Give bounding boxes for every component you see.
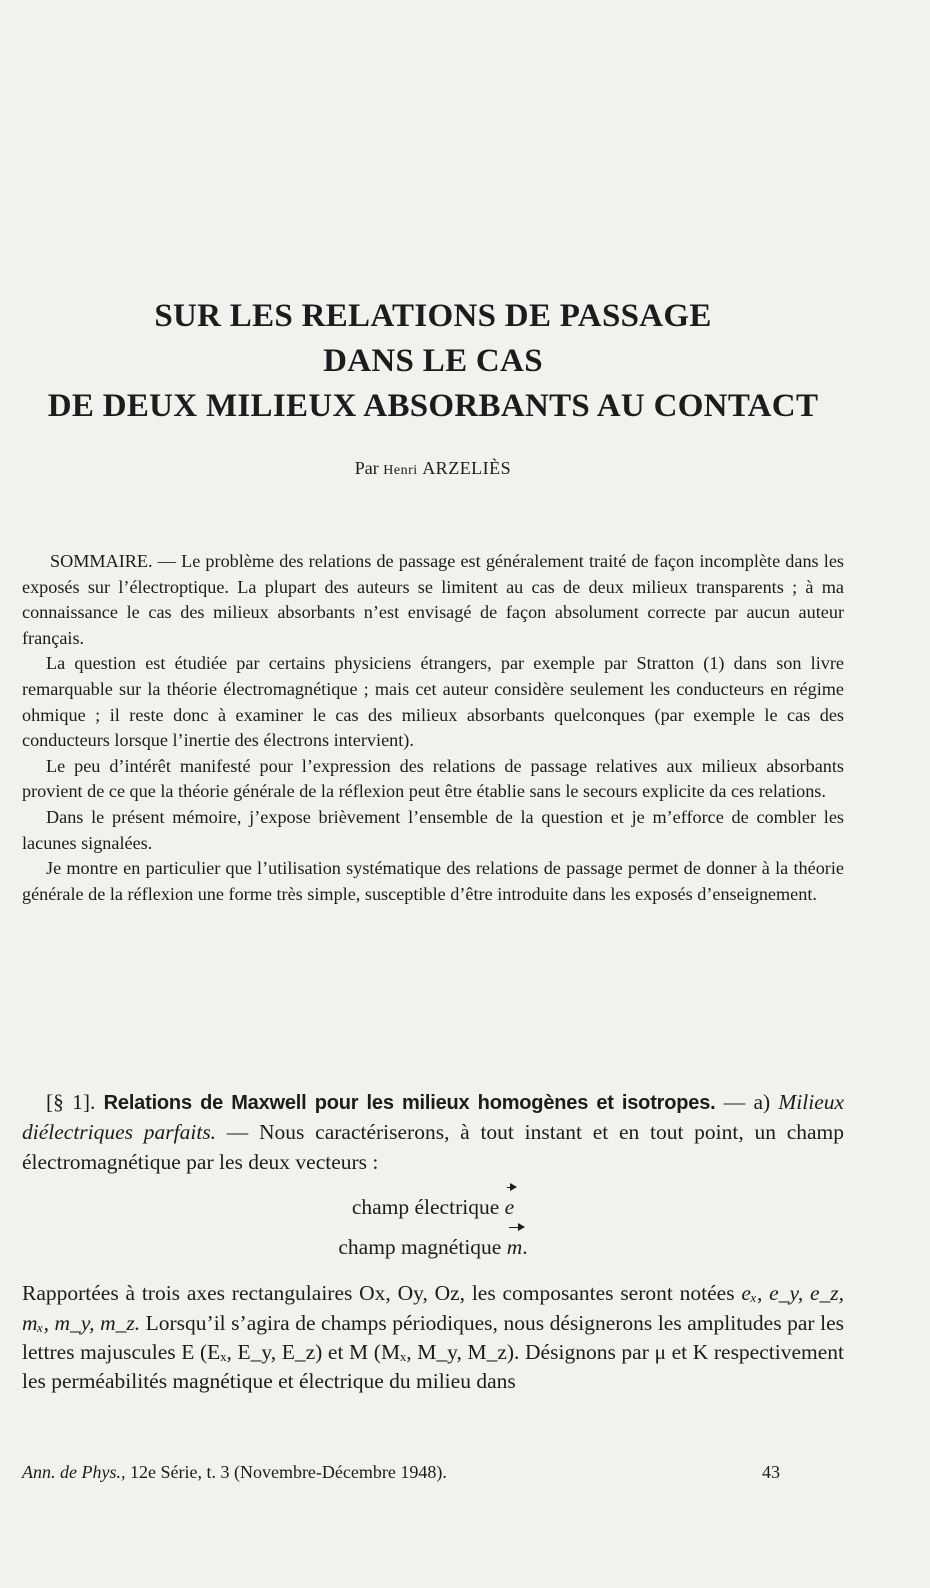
author-first-name: Henri (383, 463, 418, 478)
vector-m-symbol: m (507, 1227, 523, 1262)
page (22, 0, 844, 1588)
page-number: 43 (762, 1462, 780, 1482)
section-heading: Relations de Maxwell pour les milieux homogènes et isotropes. (103, 1092, 716, 1114)
abstract-paragraph-3: Le peu d’intérêt manifesté pour l’expression des relations de passage relatives aux milieux absorbants provient de ce que la théorie générale de la réflexion peut être établie sans le secours explicite da ces relations. (22, 755, 844, 802)
amplitudes-text: Lorsqu’il s’agira de champs périodiques, nous désignerons les amplitudes par les lettres majuscules E (Eₓ, E_y, E_z) et M (Mₓ, M_y, M_z). Désignons par μ et K respectivement les perméabilités magnétique et électrique du milieu dans (22, 1310, 844, 1394)
abstract-paragraph-4: Dans le présent mémoire, j’expose brièvement l’ensemble de la question et je m’efforce de combler les lacunes signalées. (22, 806, 844, 853)
components-paragraph (22, 1279, 844, 1397)
section-1-paragraph (22, 1088, 844, 1177)
page-footer (22, 1462, 844, 1483)
vector-e-symbol: e (505, 1187, 515, 1222)
equation-magnetic-field (22, 1227, 844, 1267)
components-intro: Rapportées à trois axes rectangulaires Ox, Oy, Oz, les composantes seront notées (22, 1281, 735, 1306)
subsection-prefix: — a) (723, 1090, 779, 1114)
title-line-3: DE DEUX MILIEUX ABSORBANTS AU CONTACT (47, 388, 819, 424)
eq1-label: champ électrique (351, 1195, 500, 1220)
components-e: eₓ, e_y, e_z, (741, 1281, 844, 1306)
abstract-text-1: Le problème des relations de passage est généralement traité de façon incomplète dans les exposés sur l’électroptique. La plupart des auteurs se limitent au cas de deux milieux transparents ; à ma connaissance le cas des milieux absorbants n’est envisagé de façon absolument correcte par aucun auteur français. (22, 551, 844, 648)
byline (22, 458, 844, 479)
eq2-label: champ magnétique (338, 1235, 502, 1260)
subsection-title: Milieux diélectriques parfaits. (22, 1090, 845, 1145)
abstract-paragraph-1 (22, 549, 844, 651)
abstract-paragraph-5: Je montre en particulier que l’utilisation systématique des relations de passage permet de donner à la théorie générale de la réflexion une forme très simple, susceptible d’être introduite dans les exposés d’enseignement. (22, 858, 844, 904)
journal-series: 12e Série, t. 3 (Novembre-Décembre 1948). (129, 1462, 447, 1482)
eq2-period: . (522, 1235, 528, 1260)
section-number: [§ 1]. (46, 1090, 96, 1114)
abstract-lead: SOMMAIRE. — (50, 551, 182, 571)
abstract (22, 549, 844, 907)
body-text (22, 1088, 844, 1397)
subsection-text: — Nous caractériserons, à tout instant et en tout point, un champ électromagnétique par les deux vecteurs : (22, 1120, 845, 1174)
components-m: mₓ, m_y, m_z. (22, 1310, 141, 1335)
author-last-name: ARZELIÈS (422, 458, 512, 478)
byline-prefix: Par (354, 458, 379, 478)
abstract-paragraph-2: La question est étudiée par certains physiciens étrangers, par exemple par Stratton (1) dans son livre remarquable sur la théorie électromagnétique ; mais cet auteur considère seulement les conducteurs en régime ohmique ; il reste donc à examiner le cas des milieux absorbants quelconques (par exemple le cas des conducteurs lorsque l’inertie des électrons intervient). (22, 653, 844, 751)
equation-electric-field (22, 1187, 844, 1227)
title-line-2: DANS LE CAS (323, 343, 543, 379)
journal-name: Ann. de Phys., (22, 1462, 126, 1482)
title-line-1: SUR LES RELATIONS DE PASSAGE (154, 298, 712, 334)
